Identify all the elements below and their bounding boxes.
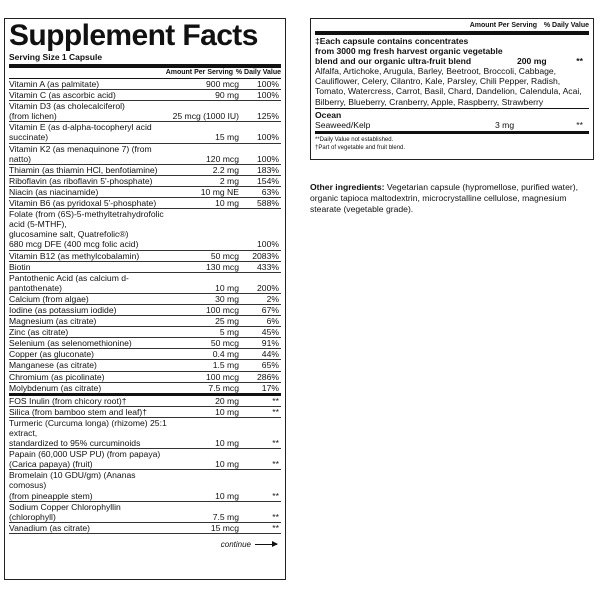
nutrient-row (9, 273, 281, 294)
nutrient-dv: 183% (257, 164, 279, 175)
nutrient-amount: 10 mg (215, 438, 239, 449)
nutrient-dv: 588% (257, 198, 279, 209)
nutrient-row (9, 418, 281, 449)
supplement-facts-continued-panel (310, 18, 594, 160)
nutrient-dv: 17% (261, 382, 279, 393)
nutrient-row (9, 372, 281, 383)
nutrient-dv: ** (272, 511, 279, 522)
nutrient-row (9, 449, 281, 470)
nutrient-row (9, 523, 281, 534)
continued-dv-header: % Daily Value (543, 22, 589, 29)
nutrient-name: Iodine (as potassium iodide) (9, 304, 117, 315)
nutrient-name: Silica (from bamboo stem and leaf)† (9, 406, 148, 417)
nutrient-name: Bromelain (10 GDU/gm) (Ananas comosus) (from pineapple stem) (9, 470, 136, 501)
blend-row (315, 56, 589, 66)
nutrient-row (9, 122, 281, 143)
nutrient-amount: 2.2 mg (212, 164, 239, 175)
nutrient-dv: 100% (257, 132, 279, 143)
nutrient-name: Vitamin B12 (as methylcobalamin) (9, 250, 140, 261)
nutrient-row (9, 316, 281, 327)
nutrient-amount: 20 mg (215, 395, 239, 406)
nutrient-dv: 125% (257, 111, 279, 122)
nutrient-name: Folate (from (6S)-5-methyltetrahydrofolic acid (5-MTHF), glucosamine salt, Quatrefolic®) 680 mcg DFE (400 mcg folic acid) (9, 209, 164, 250)
nutrient-amount: 0.4 mg (212, 349, 239, 360)
nutrient-row (9, 396, 281, 407)
nutrient-dv: ** (272, 438, 279, 449)
nutrient-dv: 65% (261, 360, 279, 371)
nutrient-row (9, 176, 281, 187)
nutrient-name: Vitamin K2 (as menaquinone 7) (from natto) (9, 143, 152, 164)
nutrient-amount: 10 mg (215, 490, 239, 501)
nutrient-name: Riboflavin (as riboflavin 5'-phosphate) (9, 175, 153, 186)
blend-amount: 200 mg (517, 56, 547, 66)
nutrient-dv: ** (272, 395, 279, 406)
nutrient-row (9, 187, 281, 198)
nutrient-row (9, 165, 281, 176)
nutrient-amount: 130 mcg (206, 261, 239, 272)
nutrient-dv: 2083% (252, 250, 279, 261)
nutrient-dv: 100% (257, 239, 279, 250)
nutrient-dv: 100% (257, 79, 279, 89)
nutrient-amount: 10 mg NE (200, 186, 239, 197)
nutrient-row (9, 294, 281, 305)
nutrient-dv: 45% (261, 327, 279, 338)
ocean-amount: 3 mg (495, 119, 515, 130)
blend-name: blend and our organic ultra-fruit blend (315, 56, 472, 66)
nutrient-name: Sodium Copper Chlorophyllin (chlorophyll) (9, 501, 121, 522)
nutrient-row (9, 209, 281, 250)
nutrient-amount: 25 mcg (1000 IU) (172, 111, 239, 122)
nutrient-name: Vitamin B6 (as pyridoxal 5'-phosphate) (9, 198, 157, 209)
continue-label: continue (220, 539, 251, 549)
nutrient-dv: 67% (261, 304, 279, 315)
ocean-dv: ** (576, 119, 583, 130)
dv-header: % Daily Value (235, 69, 281, 76)
nutrient-name: Manganese (as citrate) (9, 360, 97, 371)
continue-note (9, 534, 281, 549)
arrow-right-icon (255, 544, 277, 545)
nutrient-amount: 2 mg (219, 175, 239, 186)
nutrient-amount: 5 mg (219, 327, 239, 338)
nutrient-dv: 433% (257, 261, 279, 272)
nutrient-name: Calcium (from algae) (9, 293, 89, 304)
nutrient-name: Thiamin (as thiamin HCl, benfotiamine) (9, 164, 158, 175)
nutrient-dv: 63% (261, 186, 279, 197)
nutrient-row (9, 79, 281, 90)
nutrient-row (9, 144, 281, 165)
continued-header (315, 19, 589, 35)
nutrient-amount: 10 mg (215, 282, 239, 293)
nutrient-amount: 15 mg (215, 132, 239, 143)
nutrient-dv: 44% (261, 349, 279, 360)
nutrient-name: Turmeric (Curcuma longa) (rhizome) 25:1 extract, standardized to 95% curcuminoids (9, 417, 167, 449)
nutrient-dv: 91% (261, 338, 279, 349)
nutrient-row (9, 383, 281, 396)
nutrient-row (9, 470, 281, 501)
nutrient-name: Chromium (as picolinate) (9, 371, 105, 382)
nutrient-name: Papain (60,000 USP PU) (from papaya) (Carica papaya) (fruit) (9, 449, 161, 470)
other-ingredients-text: Vegetarian capsule (hypromellose, purified water), organic tapioca maltodextrin, microcrystalline cellulose, magnesium stearate (vegetable grade). (310, 182, 578, 214)
nutrient-row (9, 349, 281, 360)
blend-title: ‡Each capsule contains concentrates from 3000 mg fresh harvest organic vegetable (315, 36, 503, 56)
nutrient-row (9, 305, 281, 316)
nutrient-amount: 100 mcg (206, 304, 239, 315)
nutrient-name: Vitamin C (as ascorbic acid) (9, 90, 116, 101)
nutrient-amount: 50 mcg (210, 338, 239, 349)
nutrient-dv: ** (272, 490, 279, 501)
nutrient-amount: 30 mg (215, 293, 239, 304)
nutrient-name: Copper (as gluconate) (9, 349, 95, 360)
footnote-blend: †Part of vegetable and fruit blend. (315, 144, 406, 151)
blend-ingredient-list: Alfalfa, Artichoke, Arugula, Barley, Beetroot, Broccoli, Cabbage, Cauliflower, Celery, Cilantro, Kale, Parsley, Chili Pepper, Radish, Tomato, Watercress, Carrot, Basil, Chard, Dandelion, Calendula, Acai, Bilberry, Blueberry, Cranberry, Apple, Raspberry, Strawberry (315, 66, 589, 109)
nutrient-amount: 10 mg (215, 406, 239, 417)
ocean-label: Ocean (315, 109, 342, 120)
serving-size: Serving Size 1 Capsule (9, 51, 281, 68)
nutrient-name: Zinc (as citrate) (9, 327, 69, 338)
blend-heading (315, 35, 589, 66)
nutrient-amount: 120 mcg (206, 153, 239, 164)
nutrient-dv: 200% (257, 282, 279, 293)
other-ingredients (310, 182, 596, 215)
nutrient-amount: 15 mcg (210, 522, 239, 533)
nutrient-amount: 10 mg (215, 459, 239, 470)
nutrient-rows (9, 79, 281, 534)
nutrient-dv: 2% (266, 293, 279, 304)
nutrient-amount: 900 mcg (206, 79, 239, 89)
nutrient-name: Biotin (9, 261, 31, 272)
nutrient-row (9, 251, 281, 262)
nutrient-amount: 1.5 mg (212, 360, 239, 371)
nutrient-dv: ** (272, 522, 279, 533)
ocean-row (315, 120, 589, 134)
nutrient-dv: 100% (257, 153, 279, 164)
nutrient-amount: 25 mg (215, 316, 239, 327)
continued-amount-header: Amount Per Serving (469, 22, 537, 29)
nutrient-amount: 7.5 mcg (208, 382, 239, 393)
other-ingredients-label: Other ingredients: (310, 182, 385, 192)
nutrient-name: Molybdenum (as citrate) (9, 382, 102, 393)
nutrient-dv: 100% (257, 90, 279, 101)
nutrient-name: Vitamin A (as palmitate) (9, 79, 100, 89)
nutrient-amount: 90 mg (215, 90, 239, 101)
blend-dv: ** (576, 56, 583, 66)
nutrient-amount: 10 mg (215, 198, 239, 209)
nutrient-row (9, 90, 281, 101)
nutrient-row (9, 327, 281, 338)
nutrient-name: Pantothenic Acid (as calcium d-pantothenate) (9, 272, 129, 293)
nutrient-name: Magnesium (as citrate) (9, 316, 97, 327)
nutrient-name: Vitamin E (as d-alpha-tocopheryl acid succinate) (9, 122, 152, 143)
nutrient-dv: ** (272, 406, 279, 417)
nutrient-name: Selenium (as selenomethionine) (9, 338, 132, 349)
footnote-dv: **Daily Value not established. (315, 136, 394, 143)
nutrient-name: FOS Inulin (from chicory root)† (9, 395, 127, 406)
nutrient-amount: 7.5 mg (212, 511, 239, 522)
nutrient-amount: 100 mcg (206, 371, 239, 382)
nutrient-row (9, 502, 281, 523)
nutrient-dv: 286% (257, 371, 279, 382)
nutrient-row (9, 360, 281, 371)
nutrient-dv: ** (272, 459, 279, 470)
nutrient-dv: 154% (257, 175, 279, 186)
footnotes (315, 134, 589, 152)
ocean-name: Seaweed/Kelp (315, 119, 371, 130)
panel-title: Supplement Facts (9, 19, 258, 52)
facts-header (9, 68, 281, 79)
nutrient-dv: 6% (266, 316, 279, 327)
amount-header: Amount Per Serving (165, 69, 233, 76)
nutrient-row (9, 262, 281, 273)
nutrient-row (9, 198, 281, 209)
nutrient-row (9, 407, 281, 418)
nutrient-amount: 50 mcg (210, 250, 239, 261)
nutrient-name: Niacin (as niacinamide) (9, 186, 99, 197)
nutrient-row (9, 101, 281, 122)
nutrient-name: Vitamin D3 (as cholecalciferol) (from lichen) (9, 101, 125, 122)
supplement-facts-panel (4, 18, 286, 580)
nutrient-name: Vanadium (as citrate) (9, 522, 91, 533)
nutrient-row (9, 338, 281, 349)
